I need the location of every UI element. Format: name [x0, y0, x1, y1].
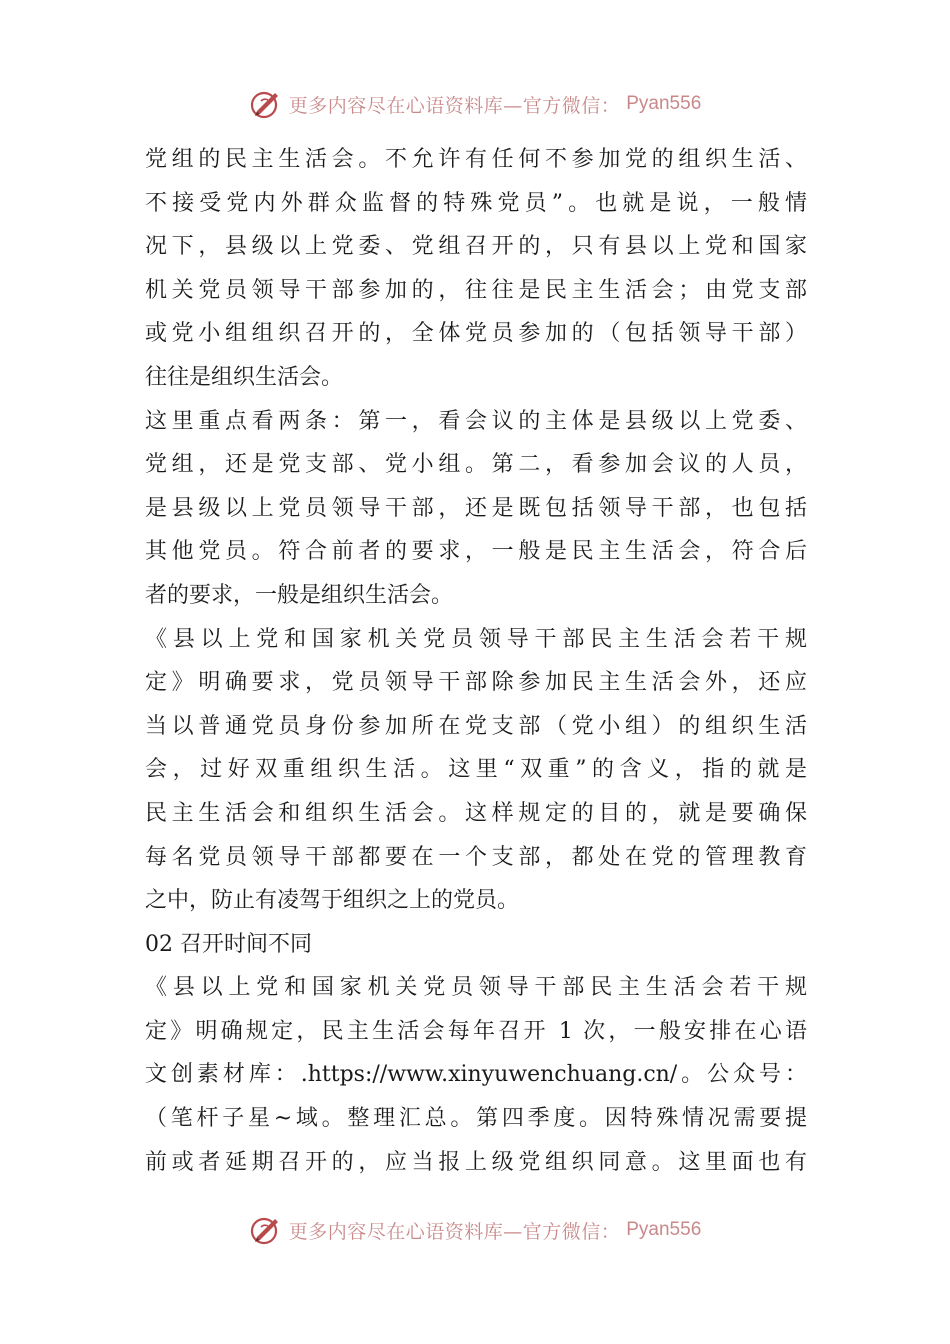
- pen-logo-icon: [249, 1213, 283, 1247]
- text-line: 者的要求，一般是组织生活会。: [145, 582, 454, 608]
- text-line: 当以普通党员身份参加所在党支部（党小组）的组织生活: [145, 713, 807, 739]
- text-line: 《县以上党和国家机关党员领导干部民主生活会若干规: [145, 626, 807, 652]
- text-line: 机关党员领导干部参加的，往往是民主生活会；由党支部: [145, 277, 807, 303]
- watermark-header-id: Pyan556: [626, 93, 702, 114]
- text-line: 党组的民主生活会。不允许有任何不参加党的组织生活、: [145, 147, 807, 172]
- text-line: 况下，县级以上党委、党组召开的，只有县以上党和国家: [145, 234, 807, 260]
- text-line: 不接受党内外群众监督的特殊党员”。也就是说，一般情: [145, 190, 807, 216]
- text-line: 往往是组织生活会。: [145, 364, 344, 390]
- text-line: 前或者延期召开的，应当报上级党组织同意。这里面也有: [145, 1149, 807, 1175]
- text-line: 民主生活会和组织生活会。这样规定的目的，就是要确保: [145, 800, 807, 826]
- watermark-header-inner: [249, 87, 702, 121]
- watermark-footer-text: 更多内容尽在心语资料库—官方微信：: [288, 1220, 621, 1243]
- text-line: 是县级以上党员领导干部，还是既包括领导干部，也包括: [145, 495, 807, 521]
- text-line: 或党小组组织召开的，全体党员参加的（包括领导干部）: [145, 321, 807, 347]
- text-line: 《县以上党和国家机关党员领导干部民主生活会若干规: [145, 975, 807, 1001]
- text-line: （笔杆子星~域。整理汇总。第四季度。因特殊情况需要提: [145, 1106, 807, 1132]
- text-line: 会，过好双重组织生活。这里“双重”的含义，指的就是: [145, 757, 807, 783]
- watermark-header: [0, 84, 950, 124]
- text-line: 定》明确要求，党员领导干部除参加民主生活会外，还应: [145, 670, 807, 696]
- text-line: 之中，防止有凌驾于组织之上的党员。: [145, 888, 520, 914]
- text-line: 每名党员领导干部都要在一个支部，都处在党的管理教育: [145, 844, 807, 870]
- text-line: 党组，还是党支部、党小组。第二，看参加会议的人员，: [145, 452, 807, 478]
- text-line: 这里重点看两条：第一，看会议的主体是县级以上党委、: [145, 408, 807, 434]
- watermark-header-text: 更多内容尽在心语资料库—官方微信：: [288, 94, 621, 117]
- watermark-footer-inner: [249, 1213, 702, 1247]
- text-line: 02 召开时间不同: [145, 931, 312, 957]
- text-line: 定》明确规定，民主生活会每年召开 1 次，一般安排在心语: [145, 1018, 807, 1044]
- watermark-footer: [0, 1210, 950, 1250]
- watermark-footer-id: Pyan556: [626, 1219, 702, 1240]
- text-line: 文创素材库：.https://www.xinyuwenchuang.cn/。公众号：: [145, 1062, 807, 1088]
- text-line: 其他党员。符合前者的要求，一般是民主生活会，符合后: [145, 539, 807, 565]
- document-body: [145, 138, 807, 1184]
- pen-logo-icon: [249, 87, 283, 121]
